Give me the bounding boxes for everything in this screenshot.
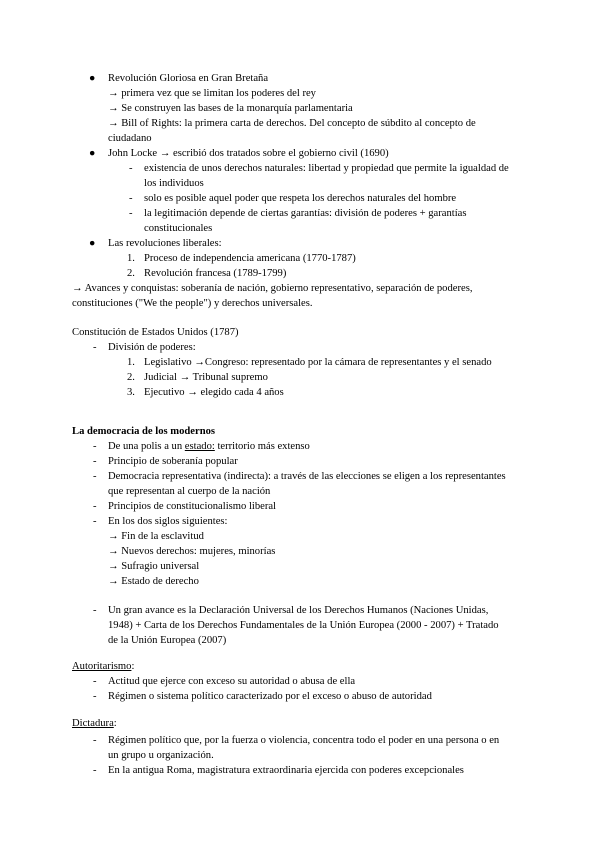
constitution-title: Constitución de Estados Unidos (1787)	[72, 327, 239, 338]
john-locke-point: constitucionales	[144, 223, 213, 234]
heading-colon: :	[113, 718, 117, 729]
glorious-revolution-point: → Se construyen las bases de la monarquía parlamentaria	[108, 103, 353, 114]
power-item: Legislativo →Congreso: representado por la cámara de representantes y el senado	[144, 357, 492, 368]
conclusion-line: → Avances y conquistas: soberanía de nación, gobierno representativo, separación de poderes,	[72, 283, 473, 294]
modern-democracy-item: Principios de constitucionalismo liberal	[108, 501, 276, 512]
dash-marker: -	[93, 516, 97, 527]
dash-marker: -	[93, 691, 97, 702]
bullet-marker: ●	[89, 73, 96, 84]
liberal-revolutions-title: Las revoluciones liberales:	[108, 238, 222, 249]
number-marker: 1.	[127, 253, 135, 264]
next-centuries-point: → Nuevos derechos: mujeres, minorías	[108, 546, 276, 557]
dictatorship-definition: En la antigua Roma, magistratura extraordinaria ejercida con poderes excepcionales	[108, 765, 464, 776]
dash-marker: -	[129, 193, 133, 204]
liberal-revolution-item: Proceso de independencia americana (1770-1787)	[144, 253, 356, 264]
dash-marker: -	[129, 163, 133, 174]
dash-marker: -	[129, 208, 133, 219]
liberal-revolution-item: Revolución francesa (1789-1799)	[144, 268, 287, 279]
human-rights-advance: de la Unión Europea (2007)	[108, 635, 227, 646]
authoritarianism-title: Autoritarismo	[72, 661, 132, 672]
dash-marker: -	[93, 471, 97, 482]
conclusion-line: constituciones ("We the people") y derechos universales.	[72, 298, 313, 309]
human-rights-advance: 1948) + Carta de los Derechos Fundamentales de la Unión Europea (2000 - 2007) + Tratado	[108, 620, 499, 631]
state-term: estado:	[184, 441, 215, 452]
number-marker: 2.	[127, 372, 135, 383]
territory-text: territorio más extenso	[214, 441, 310, 452]
human-rights-advance: Un gran avance es la Declaración Universal de los Derechos Humanos (Naciones Unidas,	[108, 605, 489, 616]
glorious-revolution-point: ciudadano	[108, 133, 152, 144]
modern-democracy-title: La democracia de los modernos	[72, 426, 216, 437]
dash-marker: -	[93, 501, 97, 512]
modern-democracy-item: Democracia representativa (indirecta): a través de las elecciones se eligen a los representantes	[108, 471, 506, 482]
authoritarianism-definition: Régimen o sistema político caracterizado por el exceso o abuso de autoridad	[108, 691, 432, 702]
division-of-powers-label: División de poderes:	[108, 342, 196, 353]
john-locke-point: existencia de unos derechos naturales: libertad y propiedad que permite la igualdad de	[144, 163, 509, 174]
john-locke-point: los individuos	[144, 178, 204, 189]
number-marker: 3.	[127, 387, 135, 398]
john-locke-point: solo es posible aquel poder que respeta los derechos naturales del hombre	[144, 193, 457, 204]
dash-marker: -	[93, 765, 97, 776]
modern-democracy-item: En los dos siglos siguientes:	[108, 516, 228, 527]
dictatorship-definition: Régimen político que, por la fuerza o violencia, concentra todo el poder en una persona o en	[108, 735, 500, 746]
heading-colon: :	[131, 661, 135, 672]
dash-marker: -	[93, 605, 97, 616]
dash-marker: -	[93, 676, 97, 687]
next-centuries-point: → Sufragio universal	[108, 561, 200, 572]
dictatorship-heading	[72, 716, 117, 731]
next-centuries-point: → Estado de derecho	[108, 576, 199, 587]
dash-marker: -	[93, 456, 97, 467]
bullet-marker: ●	[89, 148, 96, 159]
glorious-revolution-point: → primera vez que se limitan los poderes del rey	[108, 88, 316, 99]
dash-marker: -	[93, 342, 97, 353]
number-marker: 1.	[127, 357, 135, 368]
modern-democracy-item: que representan al cuerpo de la nación	[108, 486, 271, 497]
number-marker: 2.	[127, 268, 135, 279]
authoritarianism-definition: Actitud que ejerce con exceso su autoridad o abusa de ella	[108, 676, 356, 687]
dictatorship-definition: un grupo u organización.	[108, 750, 214, 761]
glorious-revolution-title: Revolución Gloriosa en Gran Bretaña	[108, 73, 269, 84]
modern-democracy-item: Principio de soberanía popular	[108, 456, 238, 467]
power-item: Judicial → Tribunal supremo	[144, 372, 268, 383]
power-item: Ejecutivo → elegido cada 4 años	[144, 387, 284, 398]
glorious-revolution-point: → Bill of Rights: la primera carta de derechos. Del concepto de súbdito al concepto de	[108, 118, 476, 129]
polis-text: De una polis a un	[108, 441, 185, 452]
bullet-marker: ●	[89, 238, 96, 249]
dash-marker: -	[93, 735, 97, 746]
dash-marker: -	[93, 441, 97, 452]
polis-to-state-item	[108, 439, 310, 454]
john-locke-point: la legitimación depende de ciertas garantías: división de poderes + garantías	[144, 208, 467, 219]
authoritarianism-heading	[72, 659, 134, 674]
next-centuries-point: → Fin de la esclavitud	[108, 531, 204, 542]
john-locke-title: John Locke → escribió dos tratados sobre el gobierno civil (1690)	[108, 148, 389, 159]
dictatorship-title: Dictadura	[72, 718, 114, 729]
